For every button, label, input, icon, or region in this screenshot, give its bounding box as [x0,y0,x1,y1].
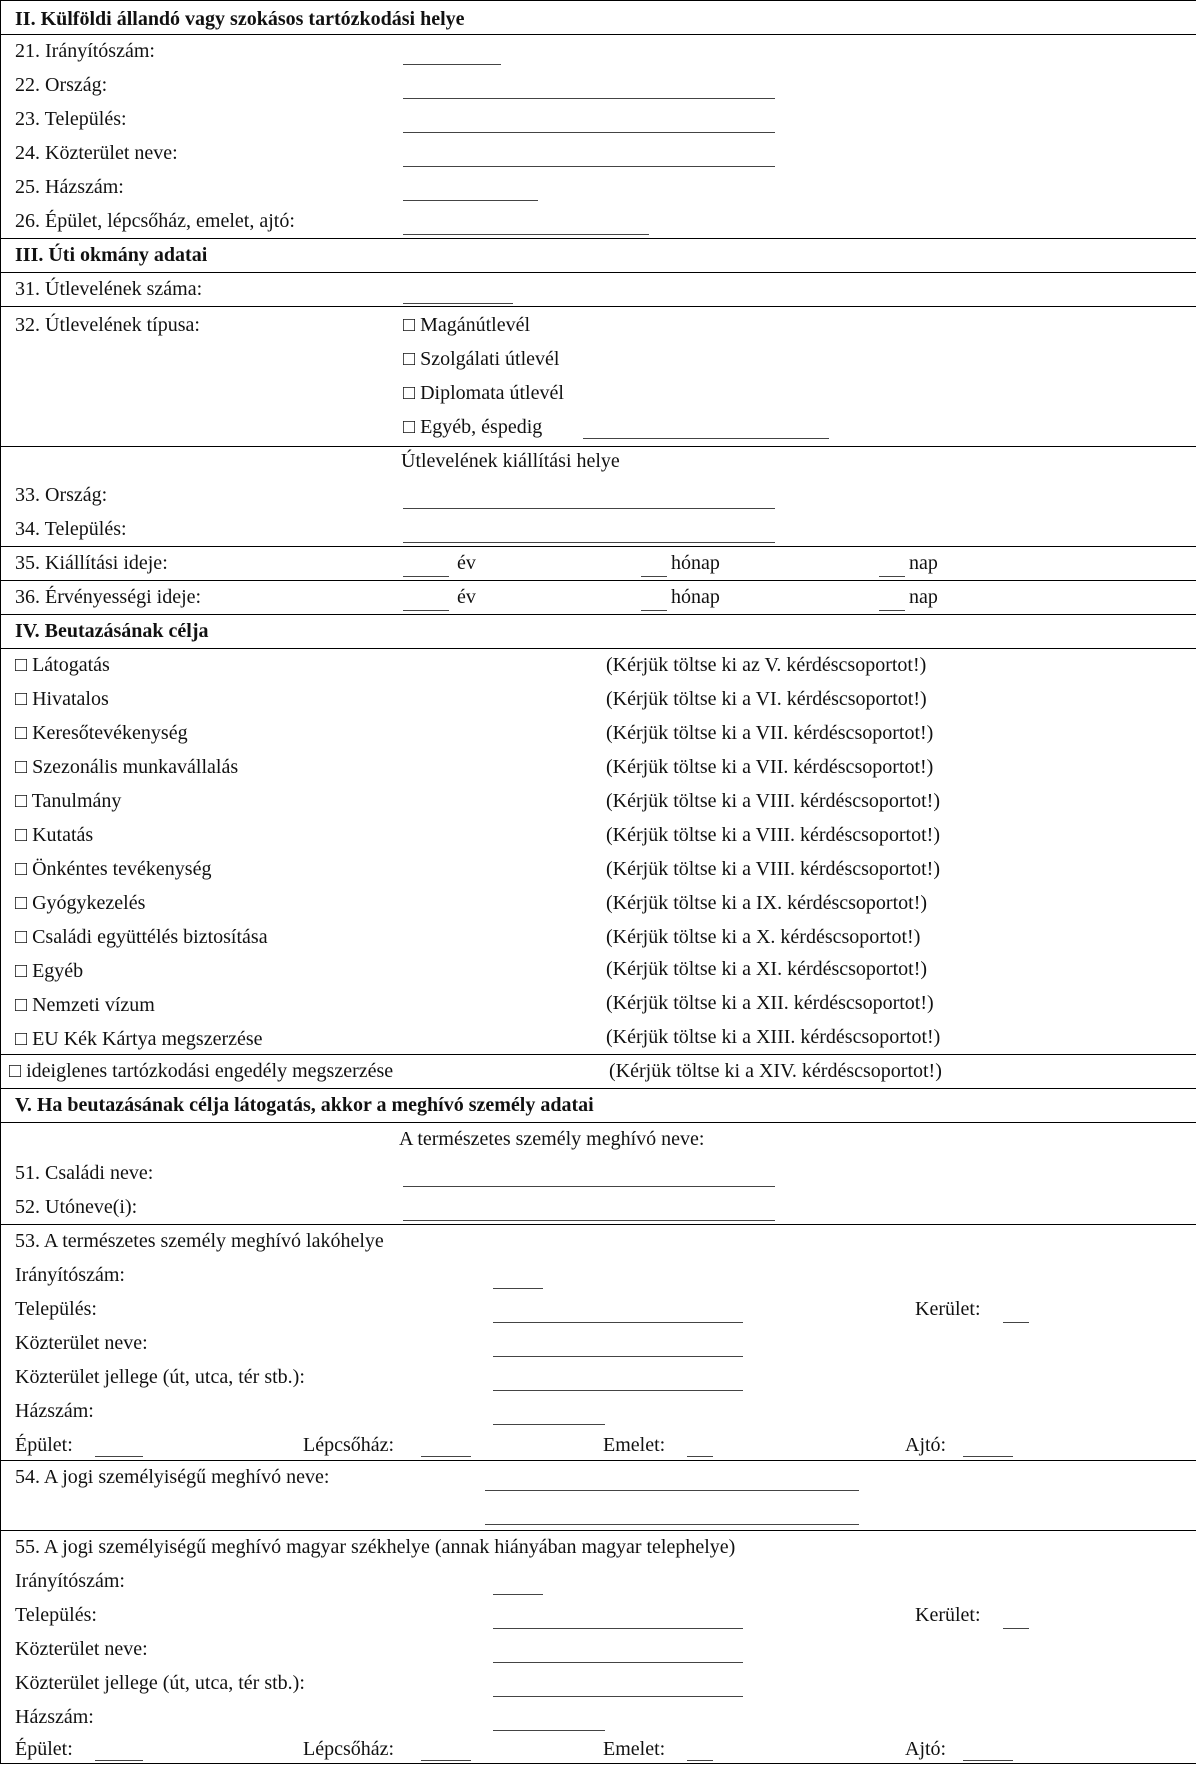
valid-year-input[interactable] [403,610,449,611]
zip-label: Irányítószám: [15,1570,125,1592]
zip-input[interactable] [493,1594,543,1595]
divider [1,1460,1196,1461]
purpose-option[interactable]: □ Kutatás [15,824,94,846]
stair-input[interactable] [421,1456,471,1457]
field-31-input[interactable] [403,303,513,304]
divider [1,446,1196,447]
city-label: Település: [15,1604,97,1626]
field-26-label: 26. Épület, lépcsőház, emelet, ajtó: [15,210,295,232]
street-type-label: Közterület jellege (út, utca, tér stb.): [15,1366,305,1388]
field-35-label: 35. Kiállítási ideje: [15,552,168,574]
floor-input[interactable] [687,1456,713,1457]
field-26-input[interactable] [403,234,649,235]
field-25-input[interactable] [403,200,538,201]
field-33-input[interactable] [403,508,775,509]
street-label: Közterület neve: [15,1638,148,1660]
purpose-option[interactable]: □ Önkéntes tevékenység [15,858,212,880]
issue-year-input[interactable] [403,576,449,577]
street-label: Közterület neve: [15,1332,148,1354]
purpose-option[interactable]: □ Egyéb [15,960,84,982]
issue-place-heading: Útlevelének kiállítási helye [401,450,620,472]
city-input[interactable] [493,1628,743,1629]
building-label: Épület: [15,1738,73,1760]
building-input[interactable] [95,1456,143,1457]
purpose-note: (Kérjük töltse ki a XI. kérdéscsoportot!) [606,958,928,980]
field-33-label: 33. Ország: [15,484,108,506]
purpose-note: (Kérjük töltse ki a VII. kérdéscsoportot!) [606,722,934,744]
building-label: Épület: [15,1434,73,1456]
divider [1,0,1196,1]
purpose-option[interactable]: □ Családi együttélés biztosítása [15,926,268,948]
purpose-note: (Kérjük töltse ki a VIII. kérdéscsoportot!) [606,824,940,846]
stair-label: Lépcsőház: [303,1738,395,1760]
house-label: Házszám: [15,1706,94,1728]
street-type-label: Közterület jellege (út, utca, tér stb.): [15,1672,305,1694]
door-input[interactable] [963,1456,1013,1457]
valid-month-label: hónap [671,586,720,608]
purpose-option[interactable]: □ Látogatás [15,654,110,676]
purpose-option[interactable]: □ EU Kék Kártya megszerzése [15,1028,263,1050]
district-label: Kerület: [915,1298,981,1320]
floor-input[interactable] [687,1760,713,1761]
issue-month-label: hónap [671,552,720,574]
field-36-label: 36. Érvényességi ideje: [15,586,202,608]
section-2-title: II. Külföldi állandó vagy szokásos tartózkodási helye [15,8,465,30]
issue-day-label: nap [909,552,938,574]
field-23-label: 23. Település: [15,108,127,130]
issue-year-label: év [457,552,476,574]
passport-type-private[interactable]: □ Magánútlevél [403,314,531,336]
divider [1,306,1196,307]
field-21-input[interactable] [403,64,501,65]
purpose-option-residence-permit[interactable]: □ ideiglenes tartózkodási engedély megszerzése [9,1060,394,1082]
field-21-label: 21. Irányítószám: [15,40,155,62]
house-label: Házszám: [15,1400,94,1422]
passport-type-diplomatic[interactable]: □ Diplomata útlevél [403,382,564,404]
district-label: Kerület: [915,1604,981,1626]
divider [1,272,1196,273]
divider [1,648,1196,649]
purpose-note: (Kérjük töltse ki a VIII. kérdéscsoportot!) [606,858,940,880]
field-52-input[interactable] [403,1220,775,1221]
valid-month-input[interactable] [641,610,667,611]
door-label: Ajtó: [905,1738,947,1760]
district-input[interactable] [1003,1628,1029,1629]
section-3-title: III. Úti okmány adatai [15,244,208,266]
valid-year-label: év [457,586,476,608]
purpose-note: (Kérjük töltse ki a VIII. kérdéscsoportot!) [606,790,940,812]
door-input[interactable] [963,1760,1013,1761]
field-25-label: 25. Házszám: [15,176,124,198]
divider [1,34,1196,35]
field-34-input[interactable] [403,542,775,543]
field-22-input[interactable] [403,98,775,99]
divider [1,546,1196,547]
city-label: Település: [15,1298,97,1320]
field-22-label: 22. Ország: [15,74,108,96]
purpose-note: (Kérjük töltse ki a IX. kérdéscsoportot!) [606,892,928,914]
field-55-label: 55. A jogi személyiségű meghívó magyar székhelye (annak hiányában magyar telephelye) [15,1536,736,1558]
floor-label: Emelet: [603,1738,666,1760]
section-5-title: V. Ha beutazásának célja látogatás, akkor a meghívó személy adatai [15,1094,594,1116]
purpose-option[interactable]: □ Szezonális munkavállalás [15,756,239,778]
divider [1,1088,1196,1089]
section-4-title: IV. Beutazásának célja [15,620,209,642]
purpose-note: (Kérjük töltse ki a X. kérdéscsoportot!) [606,926,921,948]
divider [1,614,1196,615]
purpose-note: (Kérjük töltse ki a VII. kérdéscsoportot!) [606,756,934,778]
purpose-note: (Kérjük töltse ki a XIII. kérdéscsoportot!) [606,1026,941,1048]
natural-person-heading: A természetes személy meghívó neve: [399,1128,705,1150]
purpose-note: (Kérjük töltse ki az V. kérdéscsoportot!) [606,654,927,676]
passport-type-other[interactable]: □ Egyéb, éspedig [403,416,543,438]
zip-input[interactable] [493,1288,543,1289]
field-23-input[interactable] [403,132,775,133]
purpose-option[interactable]: □ Nemzeti vízum [15,994,155,1016]
street-input[interactable] [493,1356,743,1357]
purpose-note: (Kérjük töltse ki a XIV. kérdéscsoportot!) [609,1060,942,1082]
divider [1,1054,1196,1055]
field-34-label: 34. Település: [15,518,127,540]
purpose-note: (Kérjük töltse ki a XII. kérdéscsoportot!) [606,992,934,1014]
purpose-option[interactable]: □ Tanulmány [15,790,122,812]
field-53-label: 53. A természetes személy meghívó lakóhelye [15,1230,384,1252]
floor-label: Emelet: [603,1434,666,1456]
field-54-label: 54. A jogi személyiségű meghívó neve: [15,1466,330,1488]
purpose-option[interactable]: □ Keresőtevékenység [15,722,188,744]
field-32-label: 32. Útlevelének típusa: [15,314,200,336]
field-54-input-line-2[interactable] [485,1524,859,1525]
street-type-input[interactable] [493,1390,743,1391]
passport-type-service[interactable]: □ Szolgálati útlevél [403,348,560,370]
stair-input[interactable] [421,1760,471,1761]
field-31-label: 31. Útlevelének száma: [15,278,203,300]
house-input[interactable] [493,1730,605,1731]
field-51-input[interactable] [403,1186,775,1187]
issue-month-input[interactable] [641,576,667,577]
purpose-option[interactable]: □ Gyógykezelés [15,892,146,914]
zip-label: Irányítószám: [15,1264,125,1286]
valid-day-input[interactable] [879,610,905,611]
divider [1,1122,1196,1123]
divider [1,1224,1196,1225]
street-input[interactable] [493,1662,743,1663]
purpose-option[interactable]: □ Hivatalos [15,688,109,710]
field-24-label: 24. Közterület neve: [15,142,178,164]
divider [1,1530,1196,1531]
divider [1,580,1196,581]
building-input[interactable] [95,1760,143,1761]
divider [1,1763,1196,1764]
field-51-label: 51. Családi neve: [15,1162,154,1184]
issue-day-input[interactable] [879,576,905,577]
passport-type-other-input[interactable] [583,438,829,439]
street-type-input[interactable] [493,1696,743,1697]
house-input[interactable] [493,1424,605,1425]
door-label: Ajtó: [905,1434,947,1456]
purpose-note: (Kérjük töltse ki a VI. kérdéscsoportot!) [606,688,927,710]
field-24-input[interactable] [403,166,775,167]
field-52-label: 52. Utóneve(i): [15,1196,138,1218]
field-54-input-line-1[interactable] [485,1490,859,1491]
stair-label: Lépcsőház: [303,1434,395,1456]
divider [1,238,1196,239]
city-input[interactable] [493,1322,743,1323]
district-input[interactable] [1003,1322,1029,1323]
valid-day-label: nap [909,586,938,608]
